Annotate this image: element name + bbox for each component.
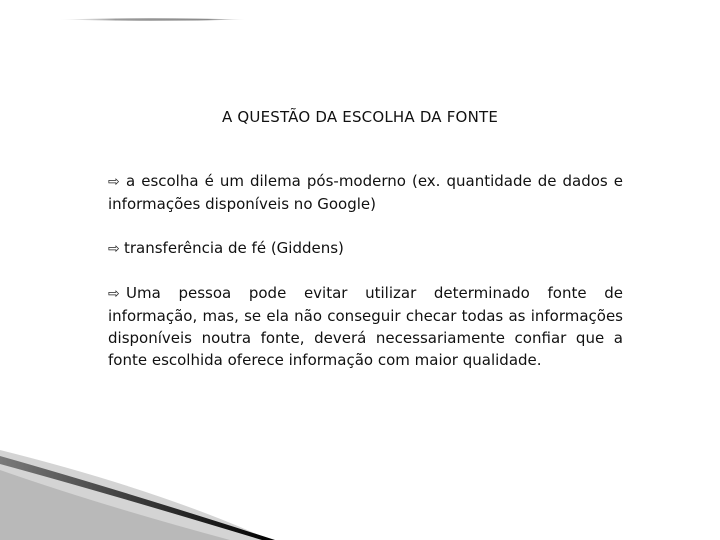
bullet-text: transferência de fé (Giddens)	[124, 239, 344, 257]
slide-title: A QUESTÃO DA ESCOLHA DA FONTE	[221, 108, 499, 126]
arrow-bullet-icon: ⇨	[108, 174, 120, 190]
bullet-item	[108, 282, 623, 371]
corner-swoosh-decoration	[0, 450, 720, 540]
bullet-item	[108, 170, 623, 215]
arrow-bullet-icon: ⇨	[108, 286, 120, 302]
top-decorative-rule	[60, 17, 245, 22]
bullet-text: a escolha é um dilema pós-moderno (ex. quantidade de dados e informações disponíveis no Google)	[108, 172, 623, 213]
arrow-bullet-icon: ⇨	[108, 241, 120, 257]
bullet-text: Uma pessoa pode evitar utilizar determinado fonte de informação, mas, se ela não conseguir checar todas as informações disponíveis noutra fonte, deverá necessariamente confiar que a fonte escolhida oferece informação com maior qualidade.	[108, 284, 623, 369]
bullet-list	[108, 170, 623, 371]
bullet-item	[108, 237, 623, 260]
